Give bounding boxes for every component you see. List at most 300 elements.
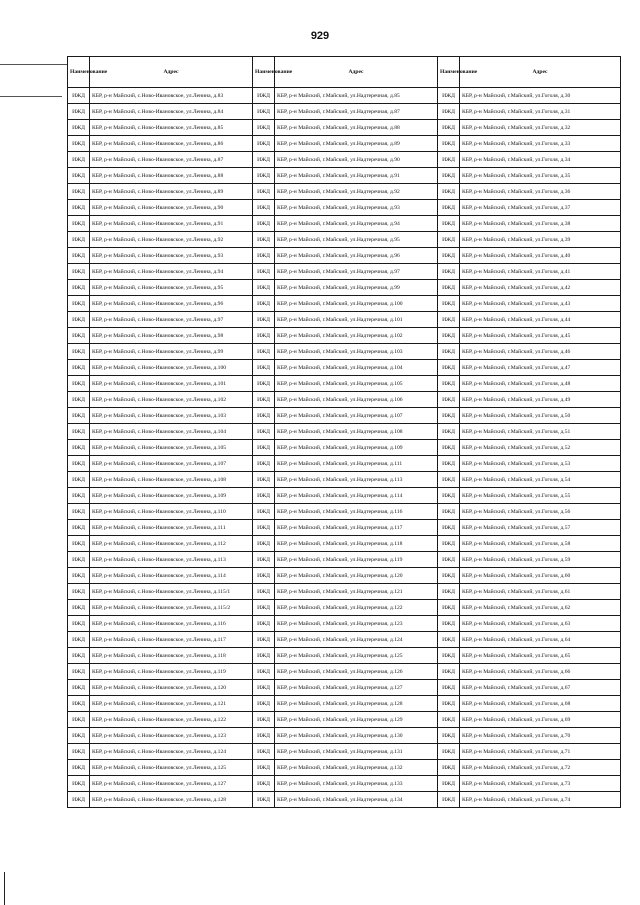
address-cell: КБР, р-н Майский, г.Майский, ул.Гоголя, д.38	[460, 216, 621, 232]
type-cell: ИЖД	[253, 584, 275, 600]
type-cell: ИЖД	[253, 536, 275, 552]
type-cell: ИЖД	[253, 136, 275, 152]
type-cell: ИЖД	[438, 344, 460, 360]
address-cell: КБР, р-н Майский, г.Майский, ул.Надтеречная, д.117	[275, 520, 438, 536]
type-cell: ИЖД	[68, 200, 90, 216]
address-cell: КБР, р-н Майский, г.Майский, ул.Надтеречная, д.101	[275, 312, 438, 328]
address-cell: КБР, р-н Майский, г.Майский, ул.Гоголя, д.50	[460, 408, 621, 424]
table-row	[68, 712, 621, 728]
address-cell: КБР, р-н Майский, с.Ново-Ивановское, ул.Ленина, д.88	[90, 168, 253, 184]
address-cell: КБР, р-н Майский, с.Ново-Ивановское, ул.Ленина, д.99	[90, 344, 253, 360]
type-cell: ИЖД	[68, 296, 90, 312]
address-cell: КБР, р-н Майский, г.Майский, ул.Надтеречная, д.123	[275, 616, 438, 632]
row-divider-line	[0, 96, 62, 97]
address-cell: КБР, р-н Майский, г.Майский, ул.Гоголя, д.69	[460, 712, 621, 728]
address-cell: КБР, р-н Майский, г.Майский, ул.Гоголя, д.54	[460, 472, 621, 488]
table-row	[68, 504, 621, 520]
type-cell: ИЖД	[438, 568, 460, 584]
type-cell: ИЖД	[438, 408, 460, 424]
address-cell: КБР, р-н Майский, г.Майский, ул.Надтеречная, д.131	[275, 744, 438, 760]
type-cell: ИЖД	[68, 600, 90, 616]
type-cell: ИЖД	[68, 536, 90, 552]
address-cell: КБР, р-н Майский, г.Майский, ул.Надтеречная, д.121	[275, 584, 438, 600]
table-row	[68, 440, 621, 456]
table-row	[68, 120, 621, 136]
table-row	[68, 616, 621, 632]
type-cell: ИЖД	[438, 360, 460, 376]
address-cell: КБР, р-н Майский, с.Ново-Ивановское, ул.Ленина, д.117	[90, 632, 253, 648]
type-cell: ИЖД	[253, 744, 275, 760]
address-cell: КБР, р-н Майский, г.Майский, ул.Гоголя, д.31	[460, 104, 621, 120]
type-cell: ИЖД	[438, 728, 460, 744]
type-cell: ИЖД	[253, 376, 275, 392]
address-cell: КБР, р-н Майский, г.Майский, ул.Гоголя, д.36	[460, 184, 621, 200]
address-cell: КБР, р-н Майский, г.Майский, ул.Гоголя, д.41	[460, 264, 621, 280]
address-cell: КБР, р-н Майский, г.Майский, ул.Надтеречная, д.114	[275, 488, 438, 504]
type-cell: ИЖД	[438, 232, 460, 248]
type-cell: ИЖД	[253, 408, 275, 424]
type-cell: ИЖД	[438, 280, 460, 296]
address-cell: КБР, р-н Майский, г.Майский, ул.Надтеречная, д.126	[275, 664, 438, 680]
address-cell: КБР, р-н Майский, г.Майский, ул.Надтеречная, д.103	[275, 344, 438, 360]
address-cell: КБР, р-н Майский, с.Ново-Ивановское, ул.Ленина, д.123	[90, 728, 253, 744]
type-cell: ИЖД	[68, 728, 90, 744]
page-number: 929	[310, 30, 330, 42]
type-cell: ИЖД	[438, 616, 460, 632]
address-cell: КБР, р-н Майский, с.Ново-Ивановское, ул.Ленина, д.93	[90, 248, 253, 264]
address-cell: КБР, р-н Майский, г.Майский, ул.Надтеречная, д.119	[275, 552, 438, 568]
address-cell: КБР, р-н Майский, с.Ново-Ивановское, ул.Ленина, д.90	[90, 200, 253, 216]
type-cell: ИЖД	[253, 488, 275, 504]
type-cell: ИЖД	[253, 120, 275, 136]
address-cell: КБР, р-н Майский, с.Ново-Ивановское, ул.Ленина, д.95	[90, 280, 253, 296]
table-row	[68, 344, 621, 360]
type-cell: ИЖД	[68, 440, 90, 456]
type-cell: ИЖД	[253, 456, 275, 472]
address-cell: КБР, р-н Майский, г.Майский, ул.Надтеречная, д.91	[275, 168, 438, 184]
column-header-address: Адрес	[90, 57, 253, 88]
table-row	[68, 472, 621, 488]
type-cell: ИЖД	[438, 184, 460, 200]
address-cell: КБР, р-н Майский, г.Майский, ул.Гоголя, д.33	[460, 136, 621, 152]
address-cell: КБР, р-н Майский, г.Майский, ул.Гоголя, д.53	[460, 456, 621, 472]
type-cell: ИЖД	[253, 152, 275, 168]
type-cell: ИЖД	[438, 488, 460, 504]
address-cell: КБР, р-н Майский, г.Майский, ул.Гоголя, д.70	[460, 728, 621, 744]
type-cell: ИЖД	[253, 760, 275, 776]
address-cell: КБР, р-н Майский, с.Ново-Ивановское, ул.Ленина, д.91	[90, 216, 253, 232]
address-cell: КБР, р-н Майский, г.Майский, ул.Гоголя, д.43	[460, 296, 621, 312]
address-cell: КБР, р-н Майский, с.Ново-Ивановское, ул.Ленина, д.101	[90, 376, 253, 392]
address-cell: КБР, р-н Майский, с.Ново-Ивановское, ул.Ленина, д.124	[90, 744, 253, 760]
address-cell: КБР, р-н Майский, г.Майский, ул.Надтеречная, д.129	[275, 712, 438, 728]
address-cell: КБР, р-н Майский, г.Майский, ул.Надтеречная, д.133	[275, 776, 438, 792]
type-cell: ИЖД	[68, 104, 90, 120]
table-row	[68, 664, 621, 680]
type-cell: ИЖД	[68, 392, 90, 408]
type-cell: ИЖД	[253, 648, 275, 664]
type-cell: ИЖД	[253, 728, 275, 744]
table-row	[68, 680, 621, 696]
type-cell: ИЖД	[253, 424, 275, 440]
address-cell: КБР, р-н Майский, г.Майский, ул.Гоголя, д.72	[460, 760, 621, 776]
address-cell: КБР, р-н Майский, г.Майский, ул.Надтеречная, д.87	[275, 104, 438, 120]
table-row	[68, 376, 621, 392]
table-row	[68, 776, 621, 792]
type-cell: ИЖД	[438, 424, 460, 440]
type-cell: ИЖД	[438, 680, 460, 696]
column-header-type: Наименование	[438, 57, 460, 88]
address-cell: КБР, р-н Майский, с.Ново-Ивановское, ул.Ленина, д.109	[90, 488, 253, 504]
address-cell: КБР, р-н Майский, г.Майский, ул.Надтеречная, д.111	[275, 456, 438, 472]
type-cell: ИЖД	[68, 488, 90, 504]
type-cell: ИЖД	[68, 312, 90, 328]
address-cell: КБР, р-н Майский, г.Майский, ул.Надтеречная, д.93	[275, 200, 438, 216]
type-cell: ИЖД	[438, 792, 460, 808]
address-cell: КБР, р-н Майский, г.Майский, ул.Гоголя, д.46	[460, 344, 621, 360]
address-cell: КБР, р-н Майский, с.Ново-Ивановское, ул.Ленина, д.84	[90, 104, 253, 120]
address-cell: КБР, р-н Майский, г.Майский, ул.Гоголя, д.66	[460, 664, 621, 680]
address-cell: КБР, р-н Майский, г.Майский, ул.Надтеречная, д.107	[275, 408, 438, 424]
address-cell: КБР, р-н Майский, г.Майский, ул.Надтеречная, д.125	[275, 648, 438, 664]
type-cell: ИЖД	[68, 88, 90, 104]
table-row	[68, 296, 621, 312]
type-cell: ИЖД	[253, 344, 275, 360]
address-cell: КБР, р-н Майский, г.Майский, ул.Надтеречная, д.97	[275, 264, 438, 280]
type-cell: ИЖД	[68, 328, 90, 344]
type-cell: ИЖД	[68, 760, 90, 776]
address-cell: КБР, р-н Майский, г.Майский, ул.Надтеречная, д.134	[275, 792, 438, 808]
type-cell: ИЖД	[68, 424, 90, 440]
table-row	[68, 200, 621, 216]
type-cell: ИЖД	[438, 552, 460, 568]
type-cell: ИЖД	[68, 456, 90, 472]
address-cell: КБР, р-н Майский, г.Майский, ул.Гоголя, д.60	[460, 568, 621, 584]
type-cell: ИЖД	[68, 232, 90, 248]
type-cell: ИЖД	[438, 696, 460, 712]
address-cell: КБР, р-н Майский, г.Майский, ул.Гоголя, д.47	[460, 360, 621, 376]
type-cell: ИЖД	[253, 232, 275, 248]
type-cell: ИЖД	[253, 312, 275, 328]
type-cell: ИЖД	[438, 584, 460, 600]
type-cell: ИЖД	[438, 168, 460, 184]
type-cell: ИЖД	[68, 184, 90, 200]
type-cell: ИЖД	[68, 744, 90, 760]
type-cell: ИЖД	[253, 616, 275, 632]
address-cell: КБР, р-н Майский, г.Майский, ул.Надтеречная, д.90	[275, 152, 438, 168]
type-cell: ИЖД	[68, 264, 90, 280]
address-cell: КБР, р-н Майский, г.Майский, ул.Гоголя, д.63	[460, 616, 621, 632]
column-header-type: Наименование	[253, 57, 275, 88]
address-cell: КБР, р-н Майский, г.Майский, ул.Гоголя, д.39	[460, 232, 621, 248]
address-cell: КБР, р-н Майский, с.Ново-Ивановское, ул.Ленина, д.85	[90, 120, 253, 136]
table-row	[68, 632, 621, 648]
type-cell: ИЖД	[438, 392, 460, 408]
address-cell: КБР, р-н Майский, г.Майский, ул.Надтеречная, д.130	[275, 728, 438, 744]
address-cell: КБР, р-н Майский, г.Майский, ул.Гоголя, д.35	[460, 168, 621, 184]
address-cell: КБР, р-н Майский, с.Ново-Ивановское, ул.Ленина, д.89	[90, 184, 253, 200]
type-cell: ИЖД	[438, 744, 460, 760]
type-cell: ИЖД	[438, 472, 460, 488]
table-header-row	[68, 57, 621, 88]
type-cell: ИЖД	[438, 648, 460, 664]
type-cell: ИЖД	[438, 664, 460, 680]
type-cell: ИЖД	[68, 120, 90, 136]
table-row	[68, 104, 621, 120]
type-cell: ИЖД	[438, 376, 460, 392]
address-cell: КБР, р-н Майский, г.Майский, ул.Гоголя, д.61	[460, 584, 621, 600]
address-cell: КБР, р-н Майский, с.Ново-Ивановское, ул.Ленина, д.118	[90, 648, 253, 664]
type-cell: ИЖД	[68, 776, 90, 792]
type-cell: ИЖД	[438, 88, 460, 104]
table-row	[68, 136, 621, 152]
type-cell: ИЖД	[68, 472, 90, 488]
table-row	[68, 696, 621, 712]
type-cell: ИЖД	[253, 696, 275, 712]
address-cell: КБР, р-н Майский, с.Ново-Ивановское, ул.Ленина, д.120	[90, 680, 253, 696]
type-cell: ИЖД	[68, 664, 90, 680]
table-row	[68, 424, 621, 440]
type-cell: ИЖД	[68, 712, 90, 728]
type-cell: ИЖД	[68, 520, 90, 536]
table-row	[68, 328, 621, 344]
address-cell: КБР, р-н Майский, г.Майский, ул.Надтеречная, д.113	[275, 472, 438, 488]
address-cell: КБР, р-н Майский, с.Ново-Ивановское, ул.Ленина, д.86	[90, 136, 253, 152]
table-row	[68, 184, 621, 200]
type-cell: ИЖД	[438, 264, 460, 280]
table-row	[68, 648, 621, 664]
address-cell: КБР, р-н Майский, г.Майский, ул.Гоголя, д.40	[460, 248, 621, 264]
table-row	[68, 600, 621, 616]
address-cell: КБР, р-н Майский, с.Ново-Ивановское, ул.Ленина, д.111	[90, 520, 253, 536]
type-cell: ИЖД	[438, 136, 460, 152]
table-row	[68, 584, 621, 600]
margin-mark	[4, 872, 5, 905]
type-cell: ИЖД	[253, 568, 275, 584]
address-cell: КБР, р-н Майский, г.Майский, ул.Надтеречная, д.128	[275, 696, 438, 712]
type-cell: ИЖД	[253, 680, 275, 696]
address-cell: КБР, р-н Майский, г.Майский, ул.Надтеречная, д.94	[275, 216, 438, 232]
type-cell: ИЖД	[253, 520, 275, 536]
address-cell: КБР, р-н Майский, г.Майский, ул.Надтеречная, д.105	[275, 376, 438, 392]
type-cell: ИЖД	[253, 792, 275, 808]
type-cell: ИЖД	[68, 248, 90, 264]
type-cell: ИЖД	[68, 168, 90, 184]
address-cell: КБР, р-н Майский, с.Ново-Ивановское, ул.Ленина, д.113	[90, 552, 253, 568]
address-cell: КБР, р-н Майский, г.Майский, ул.Гоголя, д.58	[460, 536, 621, 552]
address-cell: КБР, р-н Майский, г.Майский, ул.Гоголя, д.71	[460, 744, 621, 760]
address-cell: КБР, р-н Майский, г.Майский, ул.Надтеречная, д.104	[275, 360, 438, 376]
column-header-type: Наименование	[68, 57, 90, 88]
type-cell: ИЖД	[68, 504, 90, 520]
table-row	[68, 728, 621, 744]
address-cell: КБР, р-н Майский, с.Ново-Ивановское, ул.Ленина, д.115/2	[90, 600, 253, 616]
address-cell: КБР, р-н Майский, с.Ново-Ивановское, ул.Ленина, д.114	[90, 568, 253, 584]
table-row	[68, 88, 621, 104]
type-cell: ИЖД	[68, 136, 90, 152]
type-cell: ИЖД	[438, 312, 460, 328]
type-cell: ИЖД	[438, 536, 460, 552]
table-row	[68, 312, 621, 328]
address-cell: КБР, р-н Майский, г.Майский, ул.Гоголя, д.37	[460, 200, 621, 216]
table-row	[68, 552, 621, 568]
header-divider-line	[0, 64, 67, 65]
type-cell: ИЖД	[68, 552, 90, 568]
type-cell: ИЖД	[253, 440, 275, 456]
address-cell: КБР, р-н Майский, с.Ново-Ивановское, ул.Ленина, д.110	[90, 504, 253, 520]
table-row	[68, 280, 621, 296]
address-cell: КБР, р-н Майский, г.Майский, ул.Надтеречная, д.120	[275, 568, 438, 584]
table-row	[68, 168, 621, 184]
address-cell: КБР, р-н Майский, г.Майский, ул.Гоголя, д.57	[460, 520, 621, 536]
address-cell: КБР, р-н Майский, с.Ново-Ивановское, ул.Ленина, д.87	[90, 152, 253, 168]
type-cell: ИЖД	[68, 280, 90, 296]
address-cell: КБР, р-н Майский, г.Майский, ул.Гоголя, д.52	[460, 440, 621, 456]
type-cell: ИЖД	[253, 472, 275, 488]
address-cell: КБР, р-н Майский, с.Ново-Ивановское, ул.Ленина, д.128	[90, 792, 253, 808]
type-cell: ИЖД	[253, 776, 275, 792]
address-cell: КБР, р-н Майский, г.Майский, ул.Гоголя, д.64	[460, 632, 621, 648]
type-cell: ИЖД	[253, 280, 275, 296]
address-cell: КБР, р-н Майский, с.Ново-Ивановское, ул.Ленина, д.122	[90, 712, 253, 728]
address-cell: КБР, р-н Майский, г.Майский, ул.Надтеречная, д.102	[275, 328, 438, 344]
address-cell: КБР, р-н Майский, г.Майский, ул.Надтеречная, д.96	[275, 248, 438, 264]
type-cell: ИЖД	[438, 600, 460, 616]
table-row	[68, 488, 621, 504]
address-cell: КБР, р-н Майский, г.Майский, ул.Надтеречная, д.127	[275, 680, 438, 696]
type-cell: ИЖД	[438, 456, 460, 472]
type-cell: ИЖД	[253, 600, 275, 616]
address-cell: КБР, р-н Майский, с.Ново-Ивановское, ул.Ленина, д.127	[90, 776, 253, 792]
type-cell: ИЖД	[68, 584, 90, 600]
address-cell: КБР, р-н Майский, г.Майский, ул.Гоголя, д.48	[460, 376, 621, 392]
address-cell: КБР, р-н Майский, г.Майский, ул.Надтеречная, д.118	[275, 536, 438, 552]
type-cell: ИЖД	[438, 296, 460, 312]
type-cell: ИЖД	[253, 328, 275, 344]
table-row	[68, 456, 621, 472]
address-cell: КБР, р-н Майский, с.Ново-Ивановское, ул.Ленина, д.108	[90, 472, 253, 488]
table-row	[68, 520, 621, 536]
type-cell: ИЖД	[438, 200, 460, 216]
address-cell: КБР, р-н Майский, с.Ново-Ивановское, ул.Ленина, д.121	[90, 696, 253, 712]
type-cell: ИЖД	[438, 152, 460, 168]
table-row	[68, 232, 621, 248]
type-cell: ИЖД	[253, 88, 275, 104]
address-cell: КБР, р-н Майский, с.Ново-Ивановское, ул.Ленина, д.98	[90, 328, 253, 344]
address-cell: КБР, р-н Майский, г.Майский, ул.Гоголя, д.56	[460, 504, 621, 520]
table-row	[68, 152, 621, 168]
type-cell: ИЖД	[438, 328, 460, 344]
address-cell: КБР, р-н Майский, г.Майский, ул.Надтеречная, д.108	[275, 424, 438, 440]
address-cell: КБР, р-н Майский, с.Ново-Ивановское, ул.Ленина, д.103	[90, 408, 253, 424]
type-cell: ИЖД	[68, 344, 90, 360]
address-cell: КБР, р-н Майский, г.Майский, ул.Гоголя, д.55	[460, 488, 621, 504]
column-header-address: Адрес	[460, 57, 621, 88]
address-cell: КБР, р-н Майский, с.Ново-Ивановское, ул.Ленина, д.92	[90, 232, 253, 248]
address-cell: КБР, р-н Майский, с.Ново-Ивановское, ул.Ленина, д.102	[90, 392, 253, 408]
address-cell: КБР, р-н Майский, с.Ново-Ивановское, ул.Ленина, д.119	[90, 664, 253, 680]
address-cell: КБР, р-н Майский, г.Майский, ул.Гоголя, д.42	[460, 280, 621, 296]
address-cell: КБР, р-н Майский, г.Майский, ул.Надтеречная, д.116	[275, 504, 438, 520]
column-header-address: Адрес	[275, 57, 438, 88]
address-cell: КБР, р-н Майский, г.Майский, ул.Надтеречная, д.99	[275, 280, 438, 296]
type-cell: ИЖД	[68, 376, 90, 392]
type-cell: ИЖД	[253, 392, 275, 408]
address-cell: КБР, р-н Майский, г.Майский, ул.Гоголя, д.30	[460, 88, 621, 104]
type-cell: ИЖД	[438, 712, 460, 728]
type-cell: ИЖД	[68, 632, 90, 648]
table-row	[68, 392, 621, 408]
address-cell: КБР, р-н Майский, г.Майский, ул.Гоголя, д.59	[460, 552, 621, 568]
type-cell: ИЖД	[253, 168, 275, 184]
table-row	[68, 792, 621, 808]
table-row	[68, 744, 621, 760]
type-cell: ИЖД	[253, 632, 275, 648]
table-row	[68, 264, 621, 280]
type-cell: ИЖД	[253, 664, 275, 680]
address-cell: КБР, р-н Майский, г.Майский, ул.Надтеречная, д.132	[275, 760, 438, 776]
address-cell: КБР, р-н Майский, с.Ново-Ивановское, ул.Ленина, д.107	[90, 456, 253, 472]
address-cell: КБР, р-н Майский, г.Майский, ул.Надтеречная, д.88	[275, 120, 438, 136]
address-cell: КБР, р-н Майский, г.Майский, ул.Надтеречная, д.124	[275, 632, 438, 648]
address-cell: КБР, р-н Майский, с.Ново-Ивановское, ул.Ленина, д.100	[90, 360, 253, 376]
type-cell: ИЖД	[68, 360, 90, 376]
table-row	[68, 568, 621, 584]
type-cell: ИЖД	[253, 360, 275, 376]
type-cell: ИЖД	[438, 216, 460, 232]
table-row	[68, 408, 621, 424]
address-cell: КБР, р-н Майский, г.Майский, ул.Гоголя, д.44	[460, 312, 621, 328]
address-cell: КБР, р-н Майский, с.Ново-Ивановское, ул.Ленина, д.97	[90, 312, 253, 328]
address-cell: КБР, р-н Майский, с.Ново-Ивановское, ул.Ленина, д.94	[90, 264, 253, 280]
type-cell: ИЖД	[68, 792, 90, 808]
type-cell: ИЖД	[68, 408, 90, 424]
address-cell: КБР, р-н Майский, с.Ново-Ивановское, ул.Ленина, д.104	[90, 424, 253, 440]
type-cell: ИЖД	[438, 520, 460, 536]
type-cell: ИЖД	[253, 184, 275, 200]
type-cell: ИЖД	[253, 248, 275, 264]
type-cell: ИЖД	[253, 712, 275, 728]
address-cell: КБР, р-н Майский, г.Майский, ул.Гоголя, д.62	[460, 600, 621, 616]
type-cell: ИЖД	[253, 504, 275, 520]
type-cell: ИЖД	[438, 120, 460, 136]
type-cell: ИЖД	[438, 504, 460, 520]
address-cell: КБР, р-н Майский, г.Майский, ул.Надтеречная, д.109	[275, 440, 438, 456]
address-cell: КБР, р-н Майский, с.Ново-Ивановское, ул.Ленина, д.105	[90, 440, 253, 456]
table-row	[68, 760, 621, 776]
type-cell: ИЖД	[253, 552, 275, 568]
type-cell: ИЖД	[438, 248, 460, 264]
table-row	[68, 536, 621, 552]
address-cell: КБР, р-н Майский, с.Ново-Ивановское, ул.Ленина, д.115/1	[90, 584, 253, 600]
type-cell: ИЖД	[438, 104, 460, 120]
type-cell: ИЖД	[68, 216, 90, 232]
address-cell: КБР, р-н Майский, с.Ново-Ивановское, ул.Ленина, д.116	[90, 616, 253, 632]
type-cell: ИЖД	[68, 152, 90, 168]
address-cell: КБР, р-н Майский, г.Майский, ул.Гоголя, д.65	[460, 648, 621, 664]
table-body	[68, 88, 621, 808]
table-row	[68, 248, 621, 264]
type-cell: ИЖД	[68, 696, 90, 712]
address-cell: КБР, р-н Майский, с.Ново-Ивановское, ул.Ленина, д.96	[90, 296, 253, 312]
address-cell: КБР, р-н Майский, г.Майский, ул.Гоголя, д.34	[460, 152, 621, 168]
address-cell: КБР, р-н Майский, г.Майский, ул.Гоголя, д.51	[460, 424, 621, 440]
address-cell: КБР, р-н Майский, г.Майский, ул.Гоголя, д.32	[460, 120, 621, 136]
address-cell: КБР, р-н Майский, г.Майский, ул.Надтеречная, д.89	[275, 136, 438, 152]
type-cell: ИЖД	[253, 104, 275, 120]
type-cell: ИЖД	[438, 440, 460, 456]
address-cell: КБР, р-н Майский, с.Ново-Ивановское, ул.Ленина, д.83	[90, 88, 253, 104]
